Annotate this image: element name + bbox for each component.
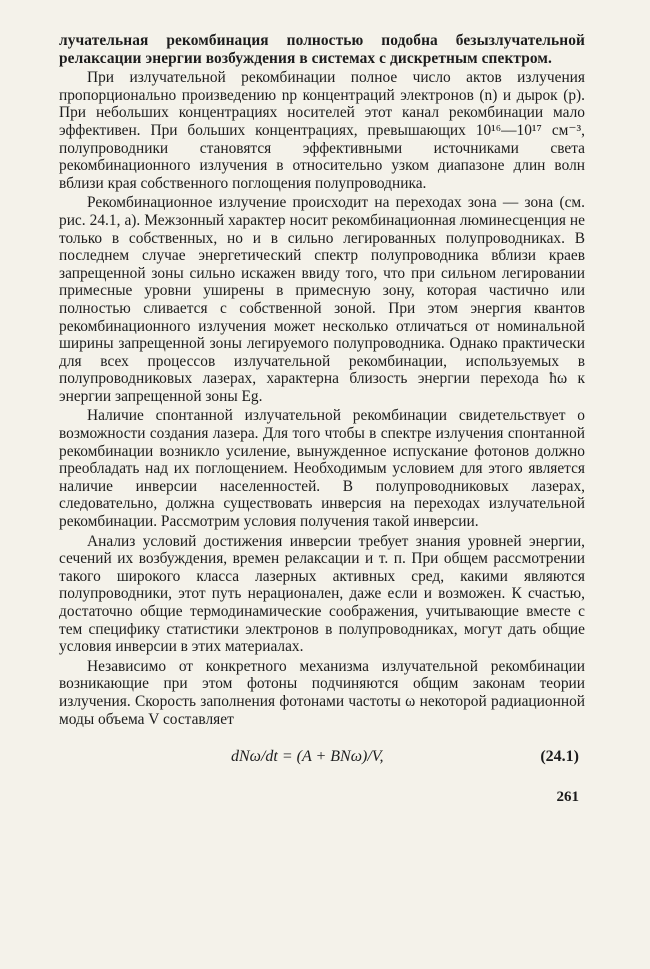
paragraph-photon-rate: Независимо от конкретного механизма излучательной рекомбинации возникающие при этом фотоны подчиняются общим законам теории излучения. Скорость заполнения фотонами частоты ω некоторой радиационной моды объема V составляет xyxy=(59,657,585,728)
equation-row xyxy=(59,742,585,806)
page-number: 261 xyxy=(556,789,579,806)
paragraph-inversion-analysis: Анализ условий достижения инверсии требует знания уровней энергии, сечений их возбуждения, времен релаксации и т. п. При общем рассмотрении такого широкого класса лазерных активных сред, какими являются полупроводники, этот путь нерационален, даже если и возможен. К счастью, достаточно общие термодинамические соображения, учитывающие вместе с тем специфику статистики электронов в полупроводниках, могут дать общие условия инверсии в этих материалах. xyxy=(59,532,585,656)
paragraph-radiative-recombination: При излучательной рекомбинации полное число актов излучения пропорционально произведению np концентраций электронов (n) и дырок (p). При небольших концентрациях носителей этот канал рекомбинации мало эффективен. При больших концентрациях, превышающих 10¹⁶—10¹⁷ см⁻³, полупроводники становятся эффективными источниками света рекомбинационного излучения в относительно узком диапазоне длин волн вблизи края собственного поглощения полупроводника. xyxy=(59,69,585,192)
paragraph-continuation: лучательная рекомбинация полностью подобна безызлучательной релаксации энергии возбуждения в системах с дискретным спектром. xyxy=(59,32,585,67)
paragraph-band-to-band: Рекомбинационное излучение происходит на переходах зона — зона (см. рис. 24.1, а). Межзонный характер носит рекомбинационная люминесценция не только в собственных, но и в сильно легированных полупроводниках. В последнем случае энергетический спектр полупроводника вблизи краев запрещенной зоны сильно искажен ввиду того, что при сильном легировании примесные уровни уширены в примесную зону, которая частично или полностью сливается с собственной зоной. При этом энергия квантов рекомбинационного излучения может несколько отличаться от номинальной ширины запрещенной зоны легируемого полупроводника. Однако практически для всех процессов излучательной рекомбинации, используемых в полупроводниковых лазерах, характерна близость энергии перехода ħω к энергии запрещенной зоны Eg. xyxy=(59,194,585,405)
equation-number: (24.1) xyxy=(540,748,579,766)
equation: dNω/dt = (A + BNω)/V, xyxy=(231,748,384,766)
book-page xyxy=(59,32,585,932)
paragraph-spontaneous: Наличие спонтанной излучательной рекомбинации свидетельствует о возможности создания лазера. Для того чтобы в спектре излучения спонтанной рекомбинации возникло усиление, вынужденное испускание фотонов должно преобладать над их поглощением. Необходимым условием для этого является наличие инверсии населенностей. В полупроводниковых лазерах, следовательно, должна существовать инверсия на переходах излучательной рекомбинации. Рассмотрим условия получения такой инверсии. xyxy=(59,407,585,531)
